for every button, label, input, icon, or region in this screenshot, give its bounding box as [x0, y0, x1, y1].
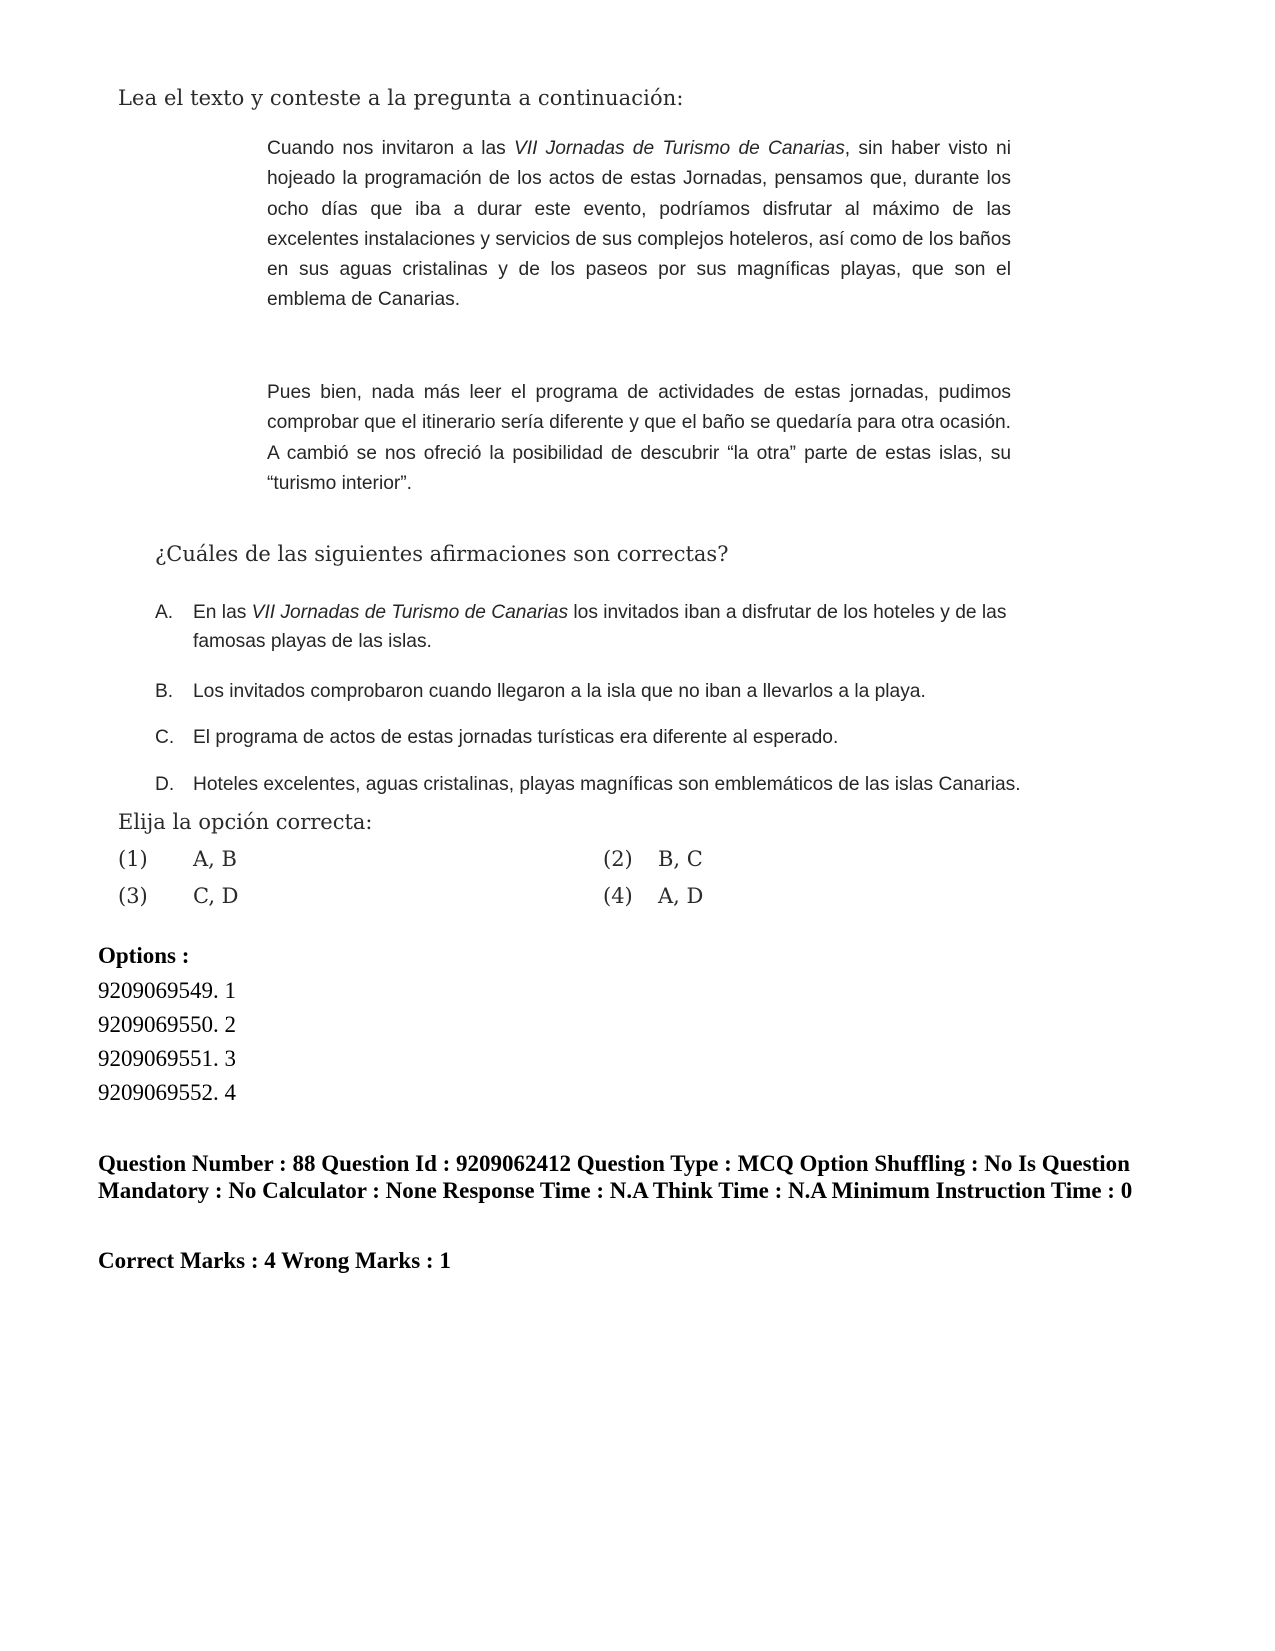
choice-value: A, D	[658, 884, 704, 908]
question-text: ¿Cuáles de las siguientes afirmaciones son correctas?	[155, 542, 729, 566]
choice-value: B, C	[658, 847, 703, 871]
option-row: 9209069550. 2	[98, 1012, 236, 1037]
choice-number: (3)	[118, 884, 148, 908]
choose-label: Elija la opción correcta:	[118, 810, 373, 834]
statement-letter: D.	[155, 774, 175, 795]
question-metadata: Question Number : 88 Question Id : 9209062412 Question Type : MCQ Option Shuffling : No Is Question Mandatory : No Calculator : None Response Time : N.A Think Time : N.A Minimum Instruction Time : 0	[98, 1151, 1133, 1203]
statement-a-event-name: VII Jornadas de Turismo de Canarias	[251, 602, 569, 623]
passage-1-text-start: Cuando nos invitaron a las	[267, 138, 514, 159]
marks-info: Correct Marks : 4 Wrong Marks : 1	[98, 1248, 451, 1273]
passage-1-event-name: VII Jornadas de Turismo de Canarias	[513, 138, 845, 159]
options-heading: Options :	[98, 943, 190, 968]
statement-letter: C.	[155, 727, 175, 748]
choice-value: A, B	[193, 847, 237, 871]
option-row: 9209069552. 4	[98, 1080, 236, 1105]
statement-letter: A.	[155, 602, 174, 623]
statement-text: Los invitados comprobaron cuando llegaron a la isla que no iban a llevarlos a la playa.	[193, 681, 926, 702]
choice-number: (1)	[118, 847, 148, 871]
option-row: 9209069549. 1	[98, 978, 236, 1003]
instruction-text: Lea el texto y conteste a la pregunta a continuación:	[118, 86, 684, 110]
passage-paragraph-1	[267, 134, 1011, 316]
choice-value: C, D	[193, 884, 239, 908]
passage-1-text-end: , sin haber visto ni hojeado la programación de los actos de estas Jornadas, pensamos que, durante los ocho días que iba a durar este evento, podríamos disfrutar al máximo de las excelentes instalaciones y servicios de sus complejos hoteleros, así como de los baños en sus aguas cristalinas y de los paseos por sus magníficas playas, que son el emblema de Canarias.	[267, 138, 1011, 311]
statement-text: El programa de actos de estas jornadas turísticas era diferente al esperado.	[193, 727, 839, 748]
statement-text: Hoteles excelentes, aguas cristalinas, playas magníficas son emblemáticos de las islas Canarias.	[193, 774, 1021, 795]
passage-paragraph-2: Pues bien, nada más leer el programa de actividades de estas jornadas, pudimos comprobar que el itinerario sería diferente y que el baño se quedaría para otra ocasión. A cambió se nos ofreció la posibilidad de descubrir “la otra” parte de estas islas, su “turismo interior”.	[267, 382, 1011, 494]
option-row: 9209069551. 3	[98, 1046, 236, 1071]
statement-text	[193, 598, 1073, 656]
choice-number: (2)	[603, 847, 633, 871]
statement-a-start: En las	[193, 602, 252, 623]
statement-a-end: los invitados iban a disfrutar de los hoteles y de las famosas playas de las islas.	[193, 602, 1007, 652]
statement-letter: B.	[155, 681, 174, 702]
choice-number: (4)	[603, 884, 633, 908]
